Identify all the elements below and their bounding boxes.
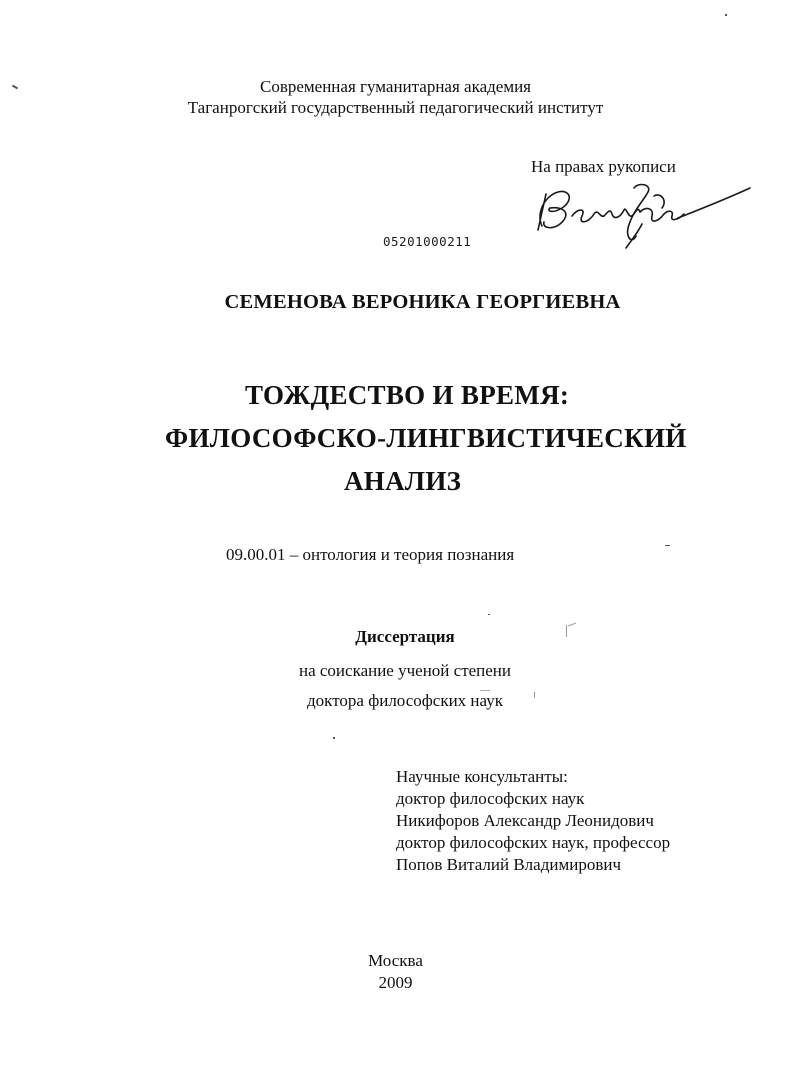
scan-speck bbox=[333, 737, 335, 739]
scan-speck bbox=[725, 14, 727, 16]
scan-speck bbox=[568, 623, 576, 627]
degree-line-2: доктора философских наук bbox=[307, 691, 503, 710]
degree-line-1: на соискание ученой степени bbox=[298, 661, 512, 680]
signature-image bbox=[528, 178, 758, 260]
scan-speck bbox=[566, 625, 567, 637]
title-line-1: ТОЖДЕСТВО И ВРЕМЯ: bbox=[245, 380, 570, 410]
footer-year: 2009 bbox=[378, 973, 413, 992]
manuscript-note: На правах рукописи bbox=[531, 157, 676, 176]
academy-name: Современная гуманитарная академия bbox=[259, 77, 531, 96]
advisor-2-degree: доктор философских наук, профессор bbox=[396, 833, 671, 852]
advisors-block bbox=[396, 766, 670, 876]
scan-speck bbox=[534, 692, 535, 698]
specialty: 09.00.01 – онтология и теория познания bbox=[226, 545, 515, 564]
dissertation-label: Диссертация bbox=[355, 627, 455, 646]
footer-city: Москва bbox=[368, 951, 423, 970]
scan-speck bbox=[488, 614, 490, 615]
library-code: 05201000211 bbox=[383, 234, 472, 249]
title-line-2: ФИЛОСОФСКО-ЛИНГВИСТИЧЕСКИЙ bbox=[165, 423, 687, 453]
advisors-heading: Научные консультанты: bbox=[396, 767, 568, 786]
advisor-2-name: Попов Виталий Владимирович bbox=[396, 855, 621, 874]
scan-speck bbox=[665, 545, 670, 546]
author-name: СЕМЕНОВА ВЕРОНИКА ГЕОРГИЕВНА bbox=[224, 291, 621, 313]
institute-name: Таганрогский государственный педагогический институт bbox=[187, 98, 604, 117]
advisor-1-degree: доктор философских наук bbox=[396, 789, 585, 808]
scan-speck bbox=[480, 690, 490, 691]
title-line-3: АНАЛИЗ bbox=[344, 466, 462, 496]
footer-place-year bbox=[0, 950, 791, 994]
advisor-1-name: Никифоров Александр Леонидович bbox=[396, 811, 654, 830]
